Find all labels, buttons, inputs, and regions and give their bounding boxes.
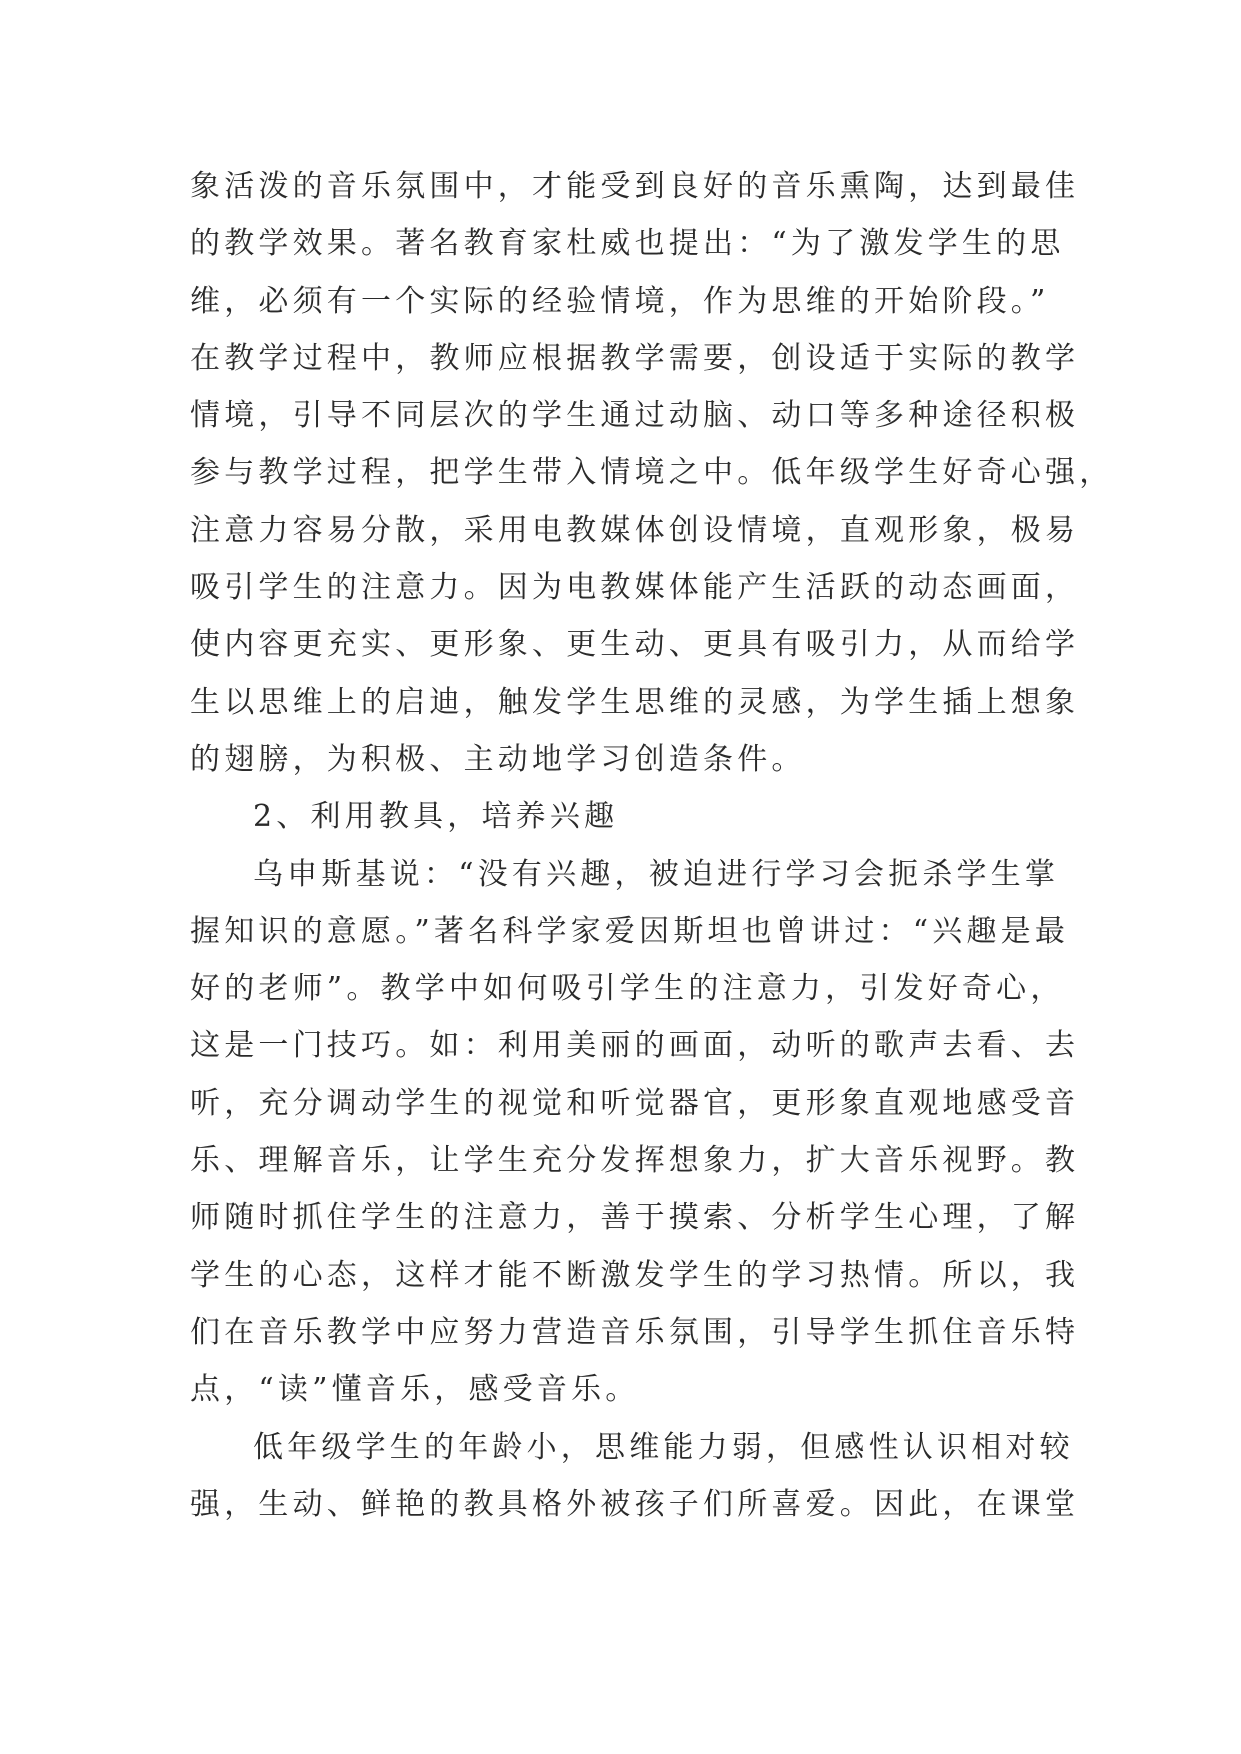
text-line: 学生的心态，这样才能不断激发学生的学习热情。所以，我 [190,1257,1080,1293]
text-line: 师随时抓住学生的注意力，善于摸索、分析学生心理，了解 [190,1200,1080,1236]
body-text [190,158,1114,1533]
text-line: 维，必须有一个实际的经验情境，作为思维的开始阶段。” [190,283,1050,319]
text-line: 的翅膀，为积极、主动地学习创造条件。 [190,741,806,777]
text-line: 的教学效果。著名教育家杜威也提出：“为了激发学生的思 [190,226,1065,262]
text-line: 乌申斯基说：“没有兴趣，被迫进行学习会扼杀学生掌 [253,856,1060,892]
text-line: 听，充分调动学生的视觉和听觉器官，更形象直观地感受音 [190,1085,1080,1121]
text-line: 情境，引导不同层次的学生通过动脑、动口等多种途径积极 [190,398,1080,434]
text-line: 握知识的意愿。”著名科学家爱因斯坦也曾讲过：“兴趣是最 [190,913,1070,949]
text-line: 吸引学生的注意力。因为电教媒体能产生活跃的动态画面， [190,570,1080,606]
text-line: 好的老师”。教学中如何吸引学生的注意力，引发好奇心， [190,971,1065,1007]
text-line: 强，生动、鲜艳的教具格外被孩子们所喜爱。因此，在课堂 [190,1486,1080,1522]
text-line: 在教学过程中，教师应根据教学需要，创设适于实际的教学 [190,340,1080,376]
text-line: 们在音乐教学中应努力营造音乐氛围，引导学生抓住音乐特 [190,1314,1080,1350]
text-line: 乐、理解音乐，让学生充分发挥想象力，扩大音乐视野。教 [190,1143,1080,1179]
text-line: 这是一门技巧。如：利用美丽的画面，动听的歌声去看、去 [190,1028,1080,1064]
text-line: 象活泼的音乐氛围中，才能受到良好的音乐熏陶，达到最佳 [190,169,1080,204]
text-line: 使内容更充实、更形象、更生动、更具有吸引力，从而给学 [190,627,1080,663]
text-line: 点，“读”懂音乐，感受音乐。 [190,1372,640,1408]
text-line: 参与教学过程，把学生带入情境之中。低年级学生好奇心强， [190,455,1114,491]
text-line: 注意力容易分散，采用电教媒体创设情境，直观形象，极易 [190,512,1080,548]
text-line: 生以思维上的启迪，触发学生思维的灵感，为学生插上想象 [190,684,1080,720]
section-heading: 2、利用教具，培养兴趣 [253,799,619,835]
text-line: 低年级学生的年龄小，思维能力弱，但感性认识相对较 [253,1429,1074,1465]
